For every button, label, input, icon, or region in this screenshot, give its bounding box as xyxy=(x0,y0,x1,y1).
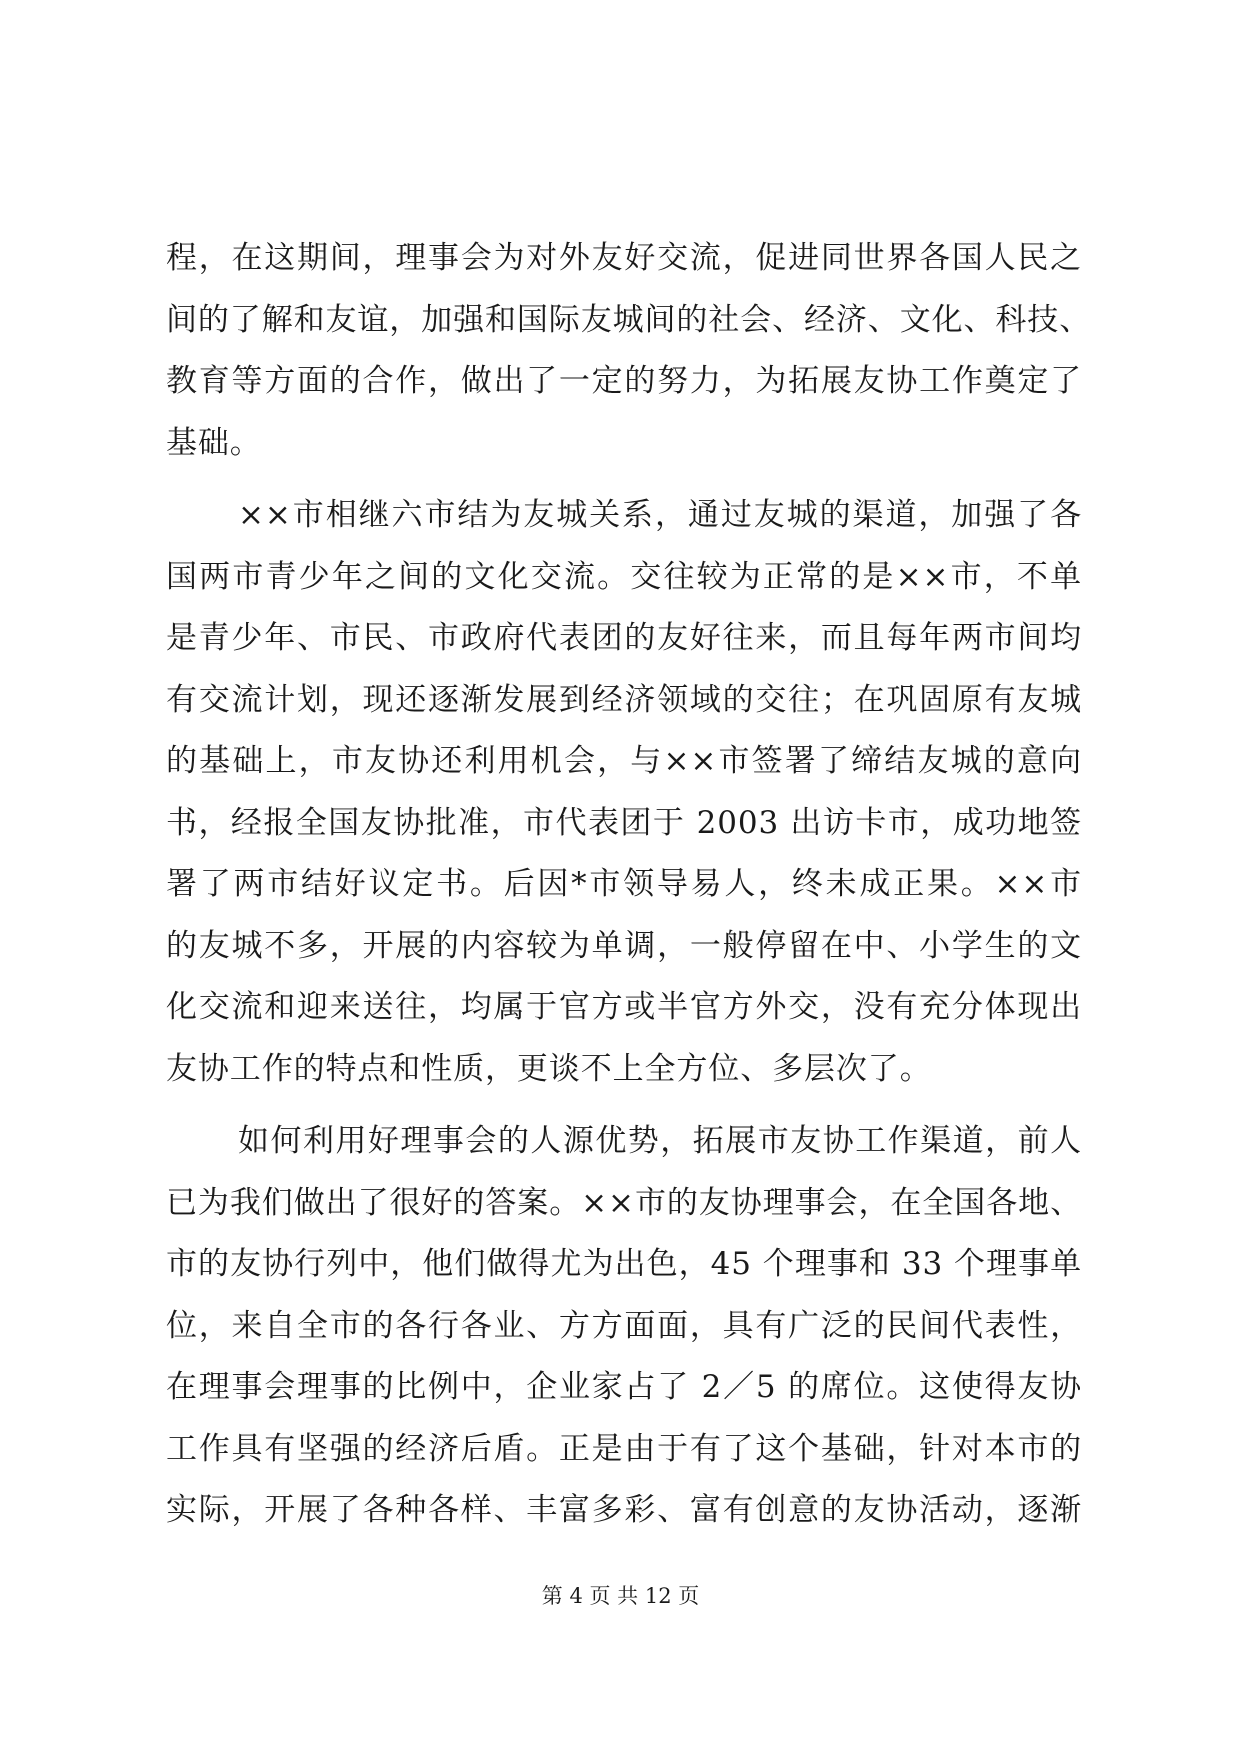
text-line: 国两市青少年之间的文化交流。交往较为正常的是××市，不单 xyxy=(166,558,1082,595)
paragraph-1 xyxy=(166,228,1092,474)
text-line: 基础。 xyxy=(166,424,262,461)
text-line: 书，经报全国友协批准，市代表团于 2003 出访卡市，成功地签 xyxy=(166,804,1082,841)
text-line: 的友城不多，开展的内容较为单调，一般停留在中、小学生的文 xyxy=(166,927,1082,964)
page-number-footer: 第 4 页 共 12 页 xyxy=(541,1584,700,1608)
text-line: 间的了解和友谊，加强和国际友城间的社会、经济、文化、科技、 xyxy=(166,301,1092,338)
text-line: 是青少年、市民、市政府代表团的友好往来，而且每年两市间均 xyxy=(166,620,1082,656)
text-line: 署了两市结好议定书。后因*市领导易人，终未成正果。××市 xyxy=(166,866,1082,902)
text-line: 在理事会理事的比例中，企业家占了 2／5 的席位。这使得友协 xyxy=(166,1369,1082,1405)
text-line: 的基础上，市友协还利用机会，与××市签署了缔结友城的意向 xyxy=(166,743,1082,779)
text-line: 有交流计划，现还逐渐发展到经济领域的交往；在巩固原有友城 xyxy=(166,681,1082,718)
text-line: 化交流和迎来送往，均属于官方或半官方外交，没有充分体现出 xyxy=(166,989,1082,1025)
text-line: 市的友协行列中，他们做得尤为出色，45 个理事和 33 个理事单 xyxy=(166,1246,1082,1282)
paragraph-gap xyxy=(166,1100,1082,1111)
text-line: 已为我们做出了很好的答案。××市的友协理事会，在全国各地、 xyxy=(166,1184,1082,1221)
text-line: 工作具有坚强的经济后盾。正是由于有了这个基础，针对本市的 xyxy=(166,1430,1082,1467)
paragraph-3 xyxy=(166,1111,1082,1542)
text-line: ××市相继六市结为友城关系，通过友城的渠道，加强了各 xyxy=(238,497,1082,533)
text-line: 位，来自全市的各行各业、方方面面，具有广泛的民间代表性， xyxy=(166,1307,1082,1344)
text-line: 如何利用好理事会的人源优势，拓展市友协工作渠道，前人 xyxy=(238,1123,1082,1159)
document-body xyxy=(166,228,1092,1542)
text-line: 友协工作的特点和性质，更谈不上全方位、多层次了。 xyxy=(166,1050,932,1087)
paragraph-gap xyxy=(166,474,1082,485)
text-line: 程，在这期间，理事会为对外友好交流，促进同世界各国人民之 xyxy=(166,240,1082,276)
text-line: 实际，开展了各种各样、丰富多彩、富有创意的友协活动，逐渐 xyxy=(166,1492,1082,1528)
paragraph-2 xyxy=(166,485,1082,1100)
text-line: 教育等方面的合作，做出了一定的努力，为拓展友协工作奠定了 xyxy=(166,363,1082,399)
